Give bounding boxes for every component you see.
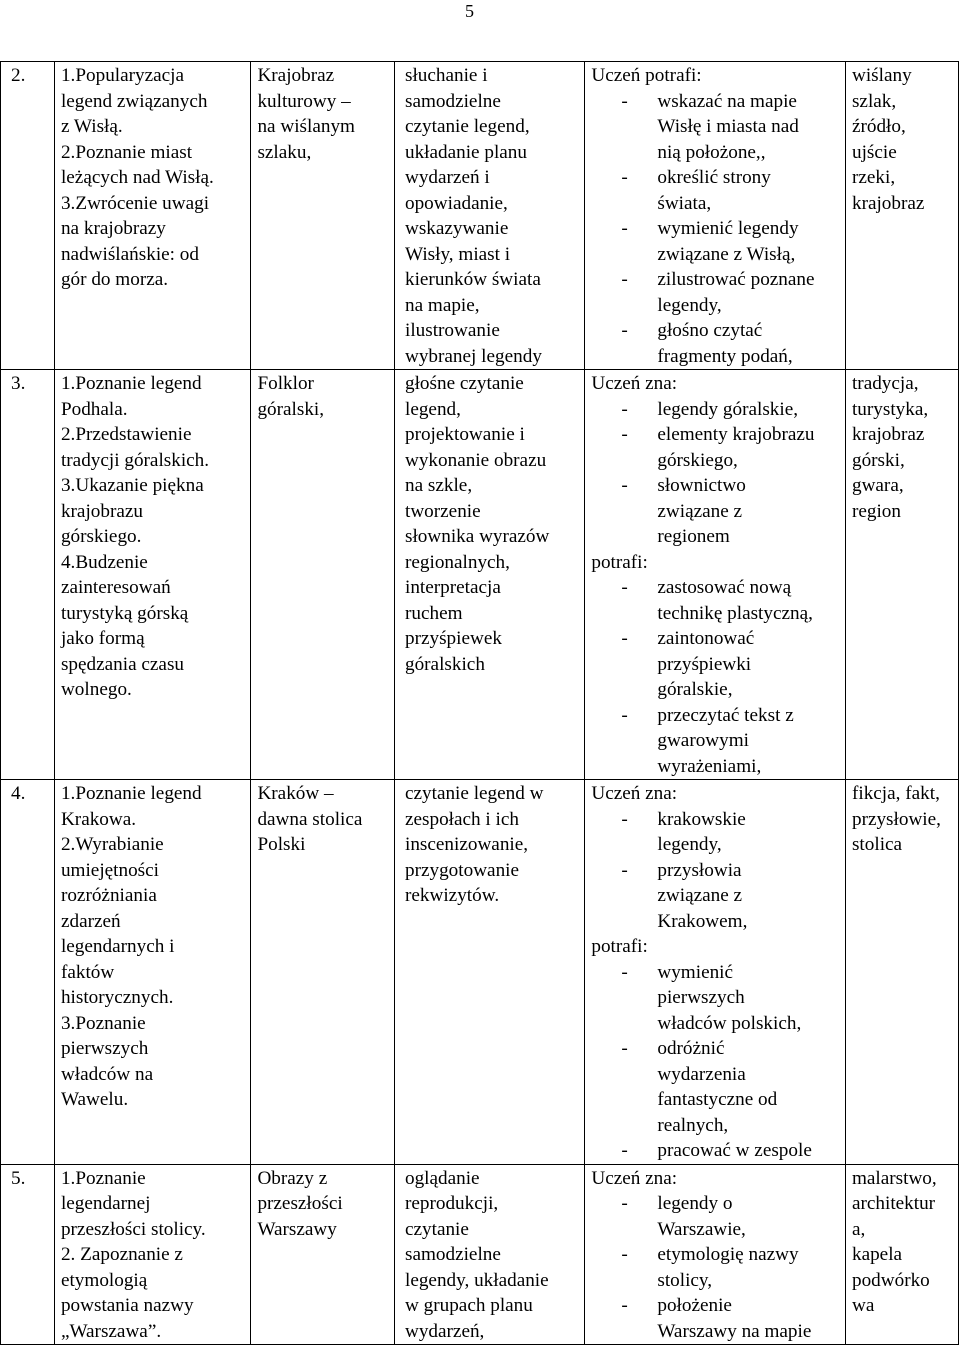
lesson-activities — [394, 1164, 584, 1345]
outcome-heading: Uczeń zna: — [591, 373, 678, 394]
bullet-line: - wymienić — [657, 961, 734, 983]
text-line: jako formą — [60, 628, 145, 649]
bullet-item — [591, 960, 841, 1037]
text-line: Wisły, miast i — [404, 243, 511, 265]
text-line: spędzania czasu — [60, 653, 185, 675]
text-line: 2.Wyrabianie — [60, 834, 164, 855]
text-line: głośne czytanie — [404, 373, 524, 394]
bullet-line: Warszawy na mapie — [657, 1320, 812, 1342]
text-line: zdarzeń — [60, 910, 121, 932]
text-line: wa — [851, 1295, 875, 1316]
bullet-line: - wskazać na mapie — [657, 90, 797, 112]
text-line: źródło, — [851, 116, 906, 137]
text-line: przeszłości stolicy. — [60, 1218, 206, 1240]
bullet-list — [591, 1191, 841, 1344]
text-line: słownika wyrazów — [404, 526, 550, 547]
lesson-outcomes — [585, 62, 846, 370]
text-line: wskazywanie — [404, 218, 509, 239]
bullet-item — [591, 858, 841, 935]
bullet-line: górskiego, — [657, 449, 738, 471]
text-line: stolica — [851, 834, 903, 855]
text-line: na mapie, — [404, 294, 480, 316]
bullet-item — [591, 575, 841, 626]
lesson-theme — [251, 780, 395, 1165]
lesson-number: 4. — [1, 780, 55, 1165]
text-line: etymologią — [60, 1269, 148, 1291]
bullet-line: regionem — [657, 526, 730, 547]
lesson-outcomes — [585, 780, 846, 1165]
text-line: legend, — [404, 398, 461, 420]
text-line: kierunków świata — [404, 269, 541, 290]
text-line: przyśpiewek — [404, 628, 502, 649]
bullet-item — [591, 1293, 841, 1344]
text-line: gór do morza. — [60, 269, 169, 290]
text-line: 1.Popularyzacja — [60, 65, 185, 86]
text-line: dawna stolica — [257, 808, 363, 830]
bullet-item — [591, 807, 841, 858]
text-line: inscenizowanie, — [404, 834, 529, 855]
lesson-vocabulary — [845, 370, 958, 780]
bullet-line: - etymologię nazwy — [657, 1244, 799, 1265]
bullet-line: - elementy krajobrazu — [657, 424, 815, 445]
text-line: 4.Budzenie — [60, 551, 148, 573]
text-line: „Warszawa”. — [60, 1320, 162, 1342]
text-line: krajobraz — [851, 192, 925, 214]
bullet-list — [591, 807, 841, 935]
text-line: Krajobraz — [257, 65, 335, 86]
text-line: na krajobrazy — [60, 218, 166, 239]
text-line: legendy, układanie — [404, 1269, 549, 1291]
text-line: powstania nazwy — [60, 1295, 194, 1316]
bullet-item — [591, 473, 841, 550]
text-line: 2.Przedstawienie — [60, 424, 192, 445]
text-line: malarstwo, — [851, 1167, 937, 1189]
text-line: umiejętności — [60, 859, 159, 881]
table-row — [1, 1164, 959, 1345]
lesson-activities — [394, 780, 584, 1165]
bullet-line: stolicy, — [657, 1269, 713, 1291]
lesson-topics — [54, 780, 250, 1165]
bullet-line: technikę plastyczną, — [657, 602, 813, 624]
bullet-list — [591, 575, 841, 779]
lesson-topics — [54, 370, 250, 780]
bullet-line: związane z — [657, 500, 743, 522]
bullet-item — [591, 318, 841, 369]
text-line: rekwizytów. — [404, 885, 500, 906]
bullet-line: - zaintonować — [657, 628, 755, 649]
lesson-activities — [394, 62, 584, 370]
text-line: 3.Poznanie — [60, 1012, 146, 1034]
bullet-line: przyśpiewki — [657, 653, 752, 675]
bullet-line: związane z Wisłą, — [657, 243, 796, 265]
text-line: architektur — [851, 1193, 936, 1214]
outcome-heading: Uczeń zna: — [591, 1167, 678, 1189]
text-line: ilustrowanie — [404, 320, 500, 341]
text-line: szlaku, — [257, 141, 312, 163]
text-line: 1.Poznanie — [60, 1167, 146, 1189]
bullet-line: legendy, — [657, 294, 722, 316]
bullet-item — [591, 397, 841, 423]
text-line: wybranej legendy — [404, 345, 542, 367]
text-line: w grupach planu — [404, 1295, 533, 1316]
text-line: przeszłości — [257, 1193, 343, 1214]
bullet-line: Wisłę i miasta nad — [657, 116, 799, 137]
text-line: 2.Poznanie miast — [60, 141, 193, 163]
text-line: turystyka, — [851, 398, 929, 420]
text-line: wydarzeń, — [404, 1320, 485, 1342]
text-line: samodzielne — [404, 90, 501, 112]
bullet-line: - legendy o — [657, 1193, 733, 1214]
text-line: regionalnych, — [404, 551, 510, 573]
text-line: oglądanie — [404, 1167, 480, 1189]
bullet-line: - pracować w zespole — [657, 1140, 812, 1161]
bullet-item — [591, 703, 841, 780]
outcome-heading: Uczeń zna: — [591, 783, 678, 804]
bullet-line: Warszawie, — [657, 1218, 746, 1240]
lesson-outcomes — [585, 370, 846, 780]
bullet-line: - przeczytać tekst z — [657, 704, 794, 726]
text-line: Kraków – — [257, 783, 334, 804]
bullet-list — [591, 89, 841, 370]
text-line: górskiego. — [60, 526, 142, 547]
text-line: czytanie legend, — [404, 116, 530, 137]
text-line: zainteresowań — [60, 577, 171, 598]
bullet-line: - krakowskie — [657, 808, 746, 830]
lesson-theme — [251, 370, 395, 780]
text-line: 3.Ukazanie piękna — [60, 475, 204, 496]
lesson-activities — [394, 370, 584, 780]
text-line: rzeki, — [851, 167, 896, 188]
text-line: wiślany — [851, 65, 912, 86]
text-line: krajobraz — [851, 424, 925, 445]
text-line: góralskich — [404, 653, 485, 675]
text-line: tradycji góralskich. — [60, 449, 210, 471]
bullet-item — [591, 1036, 841, 1138]
text-line: przysłowie, — [851, 808, 941, 830]
bullet-line: - odróżnić — [657, 1038, 725, 1059]
text-line: szlak, — [851, 90, 897, 112]
text-line: wydarzeń i — [404, 167, 490, 188]
text-line: Podhala. — [60, 398, 128, 420]
text-line: 3.Zwrócenie uwagi — [60, 192, 210, 214]
bullet-line: pierwszych — [657, 987, 745, 1008]
text-line: Wawelu. — [60, 1089, 129, 1110]
text-line: Krakowa. — [60, 808, 137, 830]
bullet-line: wyrażeniami, — [657, 755, 762, 777]
table-row — [1, 62, 959, 370]
text-line: interpretacja — [404, 577, 501, 598]
text-line: pierwszych — [60, 1038, 149, 1059]
text-line: zespołach i ich — [404, 808, 519, 830]
bullet-line: - położenie — [657, 1295, 732, 1316]
text-line: nadwiślańskie: od — [60, 243, 199, 265]
text-line: a, — [851, 1218, 866, 1240]
bullet-line: - legendy góralskie, — [657, 398, 799, 420]
text-line: legendarnych i — [60, 936, 175, 957]
bullet-item — [591, 165, 841, 216]
text-line: 1.Poznanie legend — [60, 373, 202, 394]
bullet-item — [591, 1191, 841, 1242]
bullet-line: legendy, — [657, 834, 722, 855]
text-line: faktów — [60, 961, 115, 983]
bullet-line: realnych, — [657, 1114, 729, 1136]
table-row — [1, 370, 959, 780]
lesson-vocabulary — [845, 62, 958, 370]
bullet-list — [591, 397, 841, 550]
text-line: legendarnej — [60, 1193, 151, 1214]
bullet-line: - zastosować nową — [657, 577, 792, 598]
bullet-line: - zilustrować poznane — [657, 269, 815, 290]
bullet-line: fragmenty podań, — [657, 345, 793, 367]
text-line: Warszawy — [257, 1218, 337, 1240]
text-line: góralski, — [257, 398, 325, 420]
text-line: legend związanych — [60, 90, 208, 112]
outcome-heading: Uczeń potrafi: — [591, 65, 702, 86]
table-row — [1, 780, 959, 1165]
lesson-topics — [54, 1164, 250, 1345]
text-line: region — [851, 500, 901, 522]
lesson-number: 3. — [1, 370, 55, 780]
text-line: leżących nad Wisłą. — [60, 167, 214, 188]
text-line: turystyką górską — [60, 602, 189, 624]
bullet-item — [591, 267, 841, 318]
text-line: władców na — [60, 1063, 154, 1085]
text-line: Polski — [257, 834, 306, 855]
text-line: fikcja, fakt, — [851, 783, 940, 804]
text-line: samodzielne — [404, 1244, 501, 1265]
text-line: czytanie legend w — [404, 783, 544, 804]
bullet-line: - głośno czytać — [657, 320, 763, 341]
bullet-line: - określić strony — [657, 167, 771, 188]
bullet-line: świata, — [657, 192, 712, 214]
bullet-list — [591, 960, 841, 1164]
bullet-line: władców polskich, — [657, 1012, 802, 1034]
bullet-item — [591, 422, 841, 473]
text-line: układanie planu — [404, 141, 527, 163]
bullet-item — [591, 626, 841, 703]
text-line: z Wisłą. — [60, 116, 123, 137]
bullet-item — [591, 1138, 841, 1164]
text-line: reprodukcji, — [404, 1193, 499, 1214]
lesson-vocabulary — [845, 1164, 958, 1345]
text-line: na szkle, — [404, 475, 473, 496]
lesson-theme — [251, 1164, 395, 1345]
text-line: Obrazy z — [257, 1167, 328, 1189]
text-line: tradycja, — [851, 373, 919, 394]
text-line: tworzenie — [404, 500, 481, 522]
text-line: czytanie — [404, 1218, 469, 1240]
text-line: kapela — [851, 1244, 903, 1265]
text-line: górski, — [851, 449, 905, 471]
bullet-line: gwarowymi — [657, 730, 750, 751]
bullet-line: związane z — [657, 885, 743, 906]
text-line: historycznych. — [60, 987, 174, 1008]
lesson-outcomes — [585, 1164, 846, 1345]
text-line: ruchem — [404, 602, 463, 624]
outcome-heading: potrafi: — [591, 551, 648, 573]
page-number: 5 — [465, 1, 474, 21]
text-line: 1.Poznanie legend — [60, 783, 202, 804]
text-line: wykonanie obrazu — [404, 449, 547, 471]
text-line: gwara, — [851, 475, 904, 496]
text-line: projektowanie i — [404, 424, 525, 445]
lesson-number: 2. — [1, 62, 55, 370]
bullet-line: Krakowem, — [657, 910, 748, 932]
lesson-number: 5. — [1, 1164, 55, 1345]
bullet-line: góralskie, — [657, 679, 733, 700]
bullet-item — [591, 89, 841, 166]
text-line: wolnego. — [60, 679, 132, 700]
lesson-topics — [54, 62, 250, 370]
bullet-line: nią położone,, — [657, 141, 766, 163]
text-line: ujście — [851, 141, 897, 163]
lesson-vocabulary — [845, 780, 958, 1165]
text-line: przygotowanie — [404, 859, 520, 881]
text-line: krajobrazu — [60, 500, 143, 522]
outcome-heading: potrafi: — [591, 936, 648, 957]
text-line: Folklor — [257, 373, 314, 394]
bullet-line: - wymienić legendy — [657, 218, 799, 239]
bullet-item — [591, 1242, 841, 1293]
bullet-line: wydarzenia — [657, 1063, 746, 1085]
bullet-line: - słownictwo — [657, 475, 746, 496]
text-line: słuchanie i — [404, 65, 488, 86]
text-line: na wiślanym — [257, 116, 355, 137]
text-line: opowiadanie, — [404, 192, 508, 214]
curriculum-table — [0, 61, 959, 1345]
bullet-line: - przysłowia — [657, 859, 742, 881]
bullet-line: fantastyczne od — [657, 1089, 778, 1110]
text-line: 2. Zapoznanie z — [60, 1244, 183, 1265]
text-line: kulturowy – — [257, 90, 351, 112]
lesson-theme — [251, 62, 395, 370]
text-line: rozróżniania — [60, 885, 157, 906]
text-line: podwórko — [851, 1269, 930, 1291]
bullet-item — [591, 216, 841, 267]
